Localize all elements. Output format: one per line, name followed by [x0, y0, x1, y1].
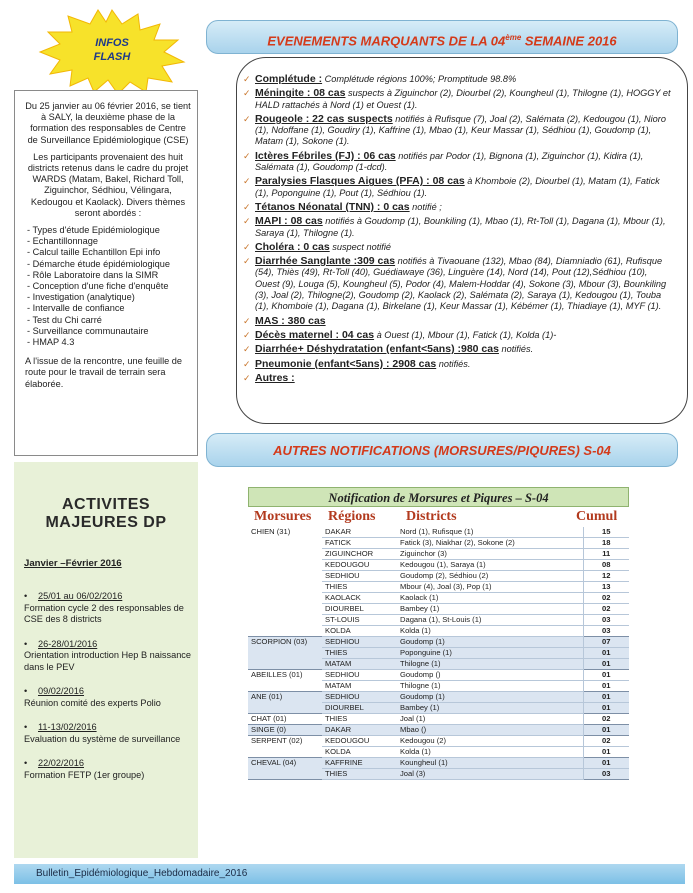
flash-line1: INFOS: [95, 37, 129, 49]
themes-list: [25, 225, 191, 348]
event-label: Ictères Fébriles (FJ) : 06 cas: [255, 149, 396, 162]
activities-title-line2: MAJEURES DP: [45, 514, 167, 531]
table-row: [248, 582, 629, 593]
cell-districts: Poponguine (1): [397, 648, 583, 659]
cell-region: THIES: [322, 582, 397, 593]
cell-cumul: 15: [583, 527, 629, 538]
cell-animal: CHEVAL (04): [248, 758, 322, 769]
cell-cumul: 01: [583, 648, 629, 659]
table-row: [248, 527, 629, 538]
event-text: notifiés par Podor (1), Bignona (1), Ziguinchor (1), Kidira (1), Salémata (1), Goudomp (1-dcd).: [255, 150, 644, 173]
cell-districts: Kedougou (1), Saraya (1): [397, 560, 583, 571]
event-item: [255, 359, 673, 370]
event-label: Diarrhée Sanglante :309 cas: [255, 255, 396, 268]
cell-districts: Kaolack (1): [397, 593, 583, 604]
theme-item: - Intervalle de confiance: [27, 303, 125, 314]
cell-districts: Fatick (3), Niakhar (2), Sokone (2): [397, 538, 583, 549]
event-text: suspects à Ziguinchor (2), Diourbel (2), Koungheul (1), Thilogne (1), HOGGY et HALD rattachés à Nord (1) et Ouest (1).: [255, 88, 671, 110]
cell-region: FATICK: [322, 538, 397, 549]
event-item: [255, 256, 673, 312]
table-row: [248, 560, 629, 571]
cell-cumul: 08: [583, 560, 629, 571]
cell-animal: SERPENT (02): [248, 736, 322, 747]
theme-item: - Test du Chi carré: [27, 314, 102, 325]
activities-box: [14, 462, 198, 858]
cell-region: KEDOUGOU: [322, 736, 397, 747]
info-intro: Du 25 janvier au 06 février 2016, se tient à SALY, la deuxième phase de la formation des responsables de Centre de Surveillance Epidémiologique (CSE): [25, 101, 191, 145]
cell-animal: [248, 615, 322, 626]
cell-region: DIOURBEL: [322, 604, 397, 615]
cell-cumul: 02: [583, 736, 629, 747]
activity-text: Orientation introduction Hep B naissance dans le PEV: [24, 650, 192, 672]
cell-districts: Kedougou (2): [397, 736, 583, 747]
event-label: Paralysies Flasques Aigues (PFA) : 08 cas: [255, 175, 465, 188]
event-item: [255, 330, 673, 341]
cell-cumul: 01: [583, 725, 629, 736]
activity-date: • 22/02/2016: [24, 758, 198, 770]
cell-region: DAKAR: [322, 725, 397, 736]
cell-region: MATAM: [322, 659, 397, 670]
cell-animal: [248, 582, 322, 593]
table-row: [248, 769, 629, 780]
cell-districts: Goudomp (1): [397, 692, 583, 703]
table-row: [248, 604, 629, 615]
theme-item: - Conception d'une fiche d'enquête: [27, 281, 169, 292]
table-row: [248, 758, 629, 769]
activity-text: Formation FETP (1er groupe): [24, 769, 145, 780]
activities-period: Janvier –Février 2016: [24, 558, 122, 569]
cell-animal: SINGE (0): [248, 725, 322, 736]
cell-cumul: 01: [583, 670, 629, 681]
event-label: Pneumonie (enfant<5ans) : 2908 cas: [255, 357, 437, 370]
cell-districts: Goudomp (): [397, 670, 583, 681]
event-text: notifiés à Rufisque (7), Joal (2), Salémata (2), Kedougou (1), Nioro (1), Ndoffane (1), Goudiry (1), Kaffrine (1), Mbao (1), Keur Massar (1), Sédhiou (1), Goudomp (1), Matam (1), Sokone (1).: [255, 113, 666, 147]
event-label: Rougeole : 22 cas suspects: [255, 112, 393, 125]
event-label: Décès maternel : 04 cas: [255, 328, 375, 341]
cell-animal: [248, 747, 322, 758]
activity-date: • 26-28/01/2016: [24, 639, 198, 651]
cell-cumul: 02: [583, 604, 629, 615]
events-box: [236, 57, 688, 424]
table-row: [248, 549, 629, 560]
event-item: [255, 151, 673, 174]
cell-animal: [248, 549, 322, 560]
table-row: [248, 593, 629, 604]
cell-region: KOLDA: [322, 626, 397, 637]
theme-item: - HMAP 4.3: [27, 337, 75, 348]
cell-region: THIES: [322, 648, 397, 659]
cell-animal: [248, 560, 322, 571]
event-item: [255, 114, 673, 148]
cell-animal: ANE (01): [248, 692, 322, 703]
table-row: [248, 538, 629, 549]
cell-cumul: 01: [583, 747, 629, 758]
table-row: [248, 626, 629, 637]
event-text: à Ouest (1), Mbour (1), Fatick (1), Kolda (1)-: [374, 329, 557, 340]
theme-item: - Démarche étude épidémiologique: [27, 258, 171, 269]
cell-region: SEDHIOU: [322, 692, 397, 703]
event-label: Diarrhée+ Déshydratation (enfant<5ans) :980 cas: [255, 343, 499, 356]
cell-region: SEDHIOU: [322, 571, 397, 582]
activity-date: • 11-13/02/2016: [24, 722, 198, 734]
events-banner-rest: SEMAINE 2016: [521, 33, 617, 49]
bites-table: [248, 487, 629, 780]
cell-cumul: 01: [583, 659, 629, 670]
cell-districts: Kolda (1): [397, 747, 583, 758]
cell-cumul: 18: [583, 538, 629, 549]
event-item: [255, 176, 673, 199]
cell-cumul: 12: [583, 571, 629, 582]
cell-districts: Kolda (1): [397, 626, 583, 637]
activity-date: • 09/02/2016: [24, 686, 198, 698]
flash-line2: FLASH: [93, 51, 131, 63]
col-regions: Régions: [328, 509, 376, 524]
activity-text: Réunion comité des experts Polio: [24, 697, 161, 708]
theme-item: - Surveillance communautaire: [27, 325, 149, 336]
activity-text: Formation cycle 2 des responsables de CSE des 8 districts: [24, 602, 184, 624]
cell-cumul: 03: [583, 615, 629, 626]
cell-districts: Joal (1): [397, 714, 583, 725]
cell-cumul: 01: [583, 758, 629, 769]
cell-animal: CHIEN (31): [248, 527, 322, 538]
bites-table-headers: [248, 507, 629, 527]
theme-item: - Types d'étude Epidémiologique: [27, 225, 160, 236]
infos-flash-badge: [34, 8, 190, 94]
table-row: [248, 659, 629, 670]
cell-region: SEDHIOU: [322, 637, 397, 648]
cell-districts: Dagana (1), St-Louis (1): [397, 615, 583, 626]
cell-cumul: 02: [583, 714, 629, 725]
event-label: MAPI : 08 cas: [255, 215, 323, 228]
theme-item: - Calcul taille Echantillon Epi info: [27, 247, 161, 258]
cell-districts: Thilogne (1): [397, 681, 583, 692]
table-row: [248, 681, 629, 692]
events-list: [237, 58, 687, 384]
event-text: notifiés à Goudomp (1), Bounkiling (1), Mbao (1), Rt-Toll (1), Dagana (1), Mbour (1), Saraya (1), Thilogne (1).: [255, 216, 666, 238]
event-item: [255, 242, 673, 253]
event-text: notifiés.: [436, 358, 471, 369]
cell-animal: [248, 604, 322, 615]
event-item: [255, 373, 673, 384]
info-box: [14, 90, 198, 456]
activity-item: [24, 686, 198, 709]
theme-item: - Investigation (analytique): [27, 292, 135, 303]
activity-text: Evaluation du système de surveillance: [24, 733, 181, 744]
event-text: suspect notifié: [329, 241, 391, 252]
events-banner-sup: ème: [505, 33, 522, 42]
table-row: [248, 736, 629, 747]
activities-title-line1: ACTIVITES: [61, 496, 151, 513]
table-row: [248, 747, 629, 758]
activity-item: [24, 639, 198, 674]
info-participants: Les participants provenaient des huit districts retenus dans le cadre du projet WARDS (Matam, Bakel, Richard Toll, Ziguinchor, Sédhiou, Vélingara, Kedougou et Kaolack). Divers thèmes seront abordés :: [27, 151, 189, 218]
cell-cumul: 03: [583, 769, 629, 780]
table-row: [248, 648, 629, 659]
activity-item: [24, 758, 198, 781]
theme-item: - Echantillonnage: [27, 236, 98, 247]
cell-animal: [248, 571, 322, 582]
event-label: Tétanos Néonatal (TNN) : 0 cas: [255, 200, 410, 213]
event-text: à Khomboie (2), Diourbel (1), Matam (1), Fatick (1), Poponguine (1), Pout (1), Sédhiou (1).: [255, 176, 660, 198]
event-text: notifiés à Tivaouane (132), Mbao (84), Diamniadio (61), Rufisque (54), Thiès (49), Rt-Toll (40), Guédiawaye (36), Linguère (14), Nord (14), Pout (12),Sédhiou (10), Ouest (9), Louga (5), Koungheul (5), Podor (4), Malem-Hoddar (4), Sokone (3), Mbour (3), Bounkiling (3), Joal (2), Thilogne(2), Goudomp (2), Kaolack (2), Salémata (2), Saraya (1), Kedougou (1), Touba (1), Khomboie (1), Dagana (1), Birkelane (1), Keur Massar (1), Kébémer (1), Thiadiaye (1), MYF (1).: [255, 256, 667, 312]
events-banner: [206, 20, 678, 54]
cell-animal: [248, 593, 322, 604]
cell-cumul: 11: [583, 549, 629, 560]
cell-districts: Bambey (1): [397, 703, 583, 714]
activity-item: [24, 722, 198, 745]
cell-districts: Thilogne (1): [397, 659, 583, 670]
cell-region: KAFFRINE: [322, 758, 397, 769]
cell-districts: Bambey (1): [397, 604, 583, 615]
events-banner-text: EVENEMENTS MARQUANTS DE LA 04: [267, 33, 506, 49]
table-row: [248, 637, 629, 648]
table-row: [248, 615, 629, 626]
cell-region: THIES: [322, 769, 397, 780]
event-label: Choléra : 0 cas: [255, 240, 330, 253]
bites-table-body: [248, 527, 629, 780]
table-row: [248, 725, 629, 736]
cell-region: KOLDA: [322, 747, 397, 758]
cell-cumul: 01: [583, 681, 629, 692]
cell-region: DAKAR: [322, 527, 397, 538]
cell-animal: CHAT (01): [248, 714, 322, 725]
cell-region: DIOURBEL: [322, 703, 397, 714]
event-item: [255, 344, 673, 355]
event-item: [255, 88, 673, 111]
activity-date: • 25/01 au 06/02/2016: [24, 591, 198, 603]
footer: Bulletin_Epidémiologique_Hebdomadaire_2016: [14, 864, 685, 884]
event-text: Complétude régions 100%; Promptitude 98.8%: [322, 74, 517, 84]
table-row: [248, 703, 629, 714]
cell-districts: Koungheul (1): [397, 758, 583, 769]
cell-districts: Goudomp (1): [397, 637, 583, 648]
bites-table-title: Notification de Morsures et Piqures – S-04: [248, 487, 629, 507]
cell-districts: Nord (1), Rufisque (1): [397, 527, 583, 538]
cell-districts: Mbao (): [397, 725, 583, 736]
cell-districts: Goudomp (2), Sédhiou (2): [397, 571, 583, 582]
cell-districts: Joal (3): [397, 769, 583, 780]
event-text: notifié ;: [409, 201, 442, 212]
cell-animal: ABEILLES (01): [248, 670, 322, 681]
event-item: [255, 202, 673, 213]
cell-region: KAOLACK: [322, 593, 397, 604]
info-closing: A l'issue de la rencontre, une feuille de route pour le travail de terrain sera élaborée.: [25, 356, 183, 389]
cell-region: KEDOUGOU: [322, 560, 397, 571]
cell-region: SEDHIOU: [322, 670, 397, 681]
cell-animal: [248, 703, 322, 714]
event-item: [255, 216, 673, 239]
col-morsures: Morsures: [254, 509, 312, 524]
event-item: [255, 316, 673, 327]
event-item: [255, 74, 673, 85]
cell-cumul: 02: [583, 593, 629, 604]
cell-region: MATAM: [322, 681, 397, 692]
cell-cumul: 13: [583, 582, 629, 593]
table-row: [248, 670, 629, 681]
cell-cumul: 01: [583, 703, 629, 714]
cell-animal: [248, 681, 322, 692]
table-row: [248, 692, 629, 703]
cell-animal: [248, 538, 322, 549]
cell-cumul: 01: [583, 692, 629, 703]
event-label: Complétude :: [255, 73, 323, 85]
theme-item: - Rôle Laboratoire dans la SIMR: [27, 269, 159, 280]
left-column: [14, 90, 198, 858]
cell-region: ST-LOUIS: [322, 615, 397, 626]
table-row: [248, 714, 629, 725]
table-row: [248, 571, 629, 582]
notifications-banner: AUTRES NOTIFICATIONS (MORSURES/PIQURES) S-04: [206, 433, 678, 467]
col-cumul: Cumul: [576, 509, 618, 524]
event-label: MAS : 380 cas: [255, 314, 326, 327]
cell-cumul: 07: [583, 637, 629, 648]
cell-districts: Mbour (4), Joal (3), Pop (1): [397, 582, 583, 593]
event-label: Méningite : 08 cas: [255, 87, 346, 100]
cell-animal: [248, 769, 322, 780]
cell-districts: Ziguinchor (3): [397, 549, 583, 560]
cell-cumul: 03: [583, 626, 629, 637]
cell-animal: [248, 626, 322, 637]
cell-animal: SCORPION (03): [248, 637, 322, 648]
cell-region: THIES: [322, 714, 397, 725]
cell-animal: [248, 659, 322, 670]
activities-list: [24, 591, 198, 781]
col-districts: Districts: [406, 509, 457, 524]
cell-region: ZIGUINCHOR: [322, 549, 397, 560]
activities-title: [14, 496, 198, 532]
activity-item: [24, 591, 198, 626]
event-label: Autres :: [255, 371, 295, 384]
event-text: notifiés.: [498, 344, 534, 355]
cell-animal: [248, 648, 322, 659]
